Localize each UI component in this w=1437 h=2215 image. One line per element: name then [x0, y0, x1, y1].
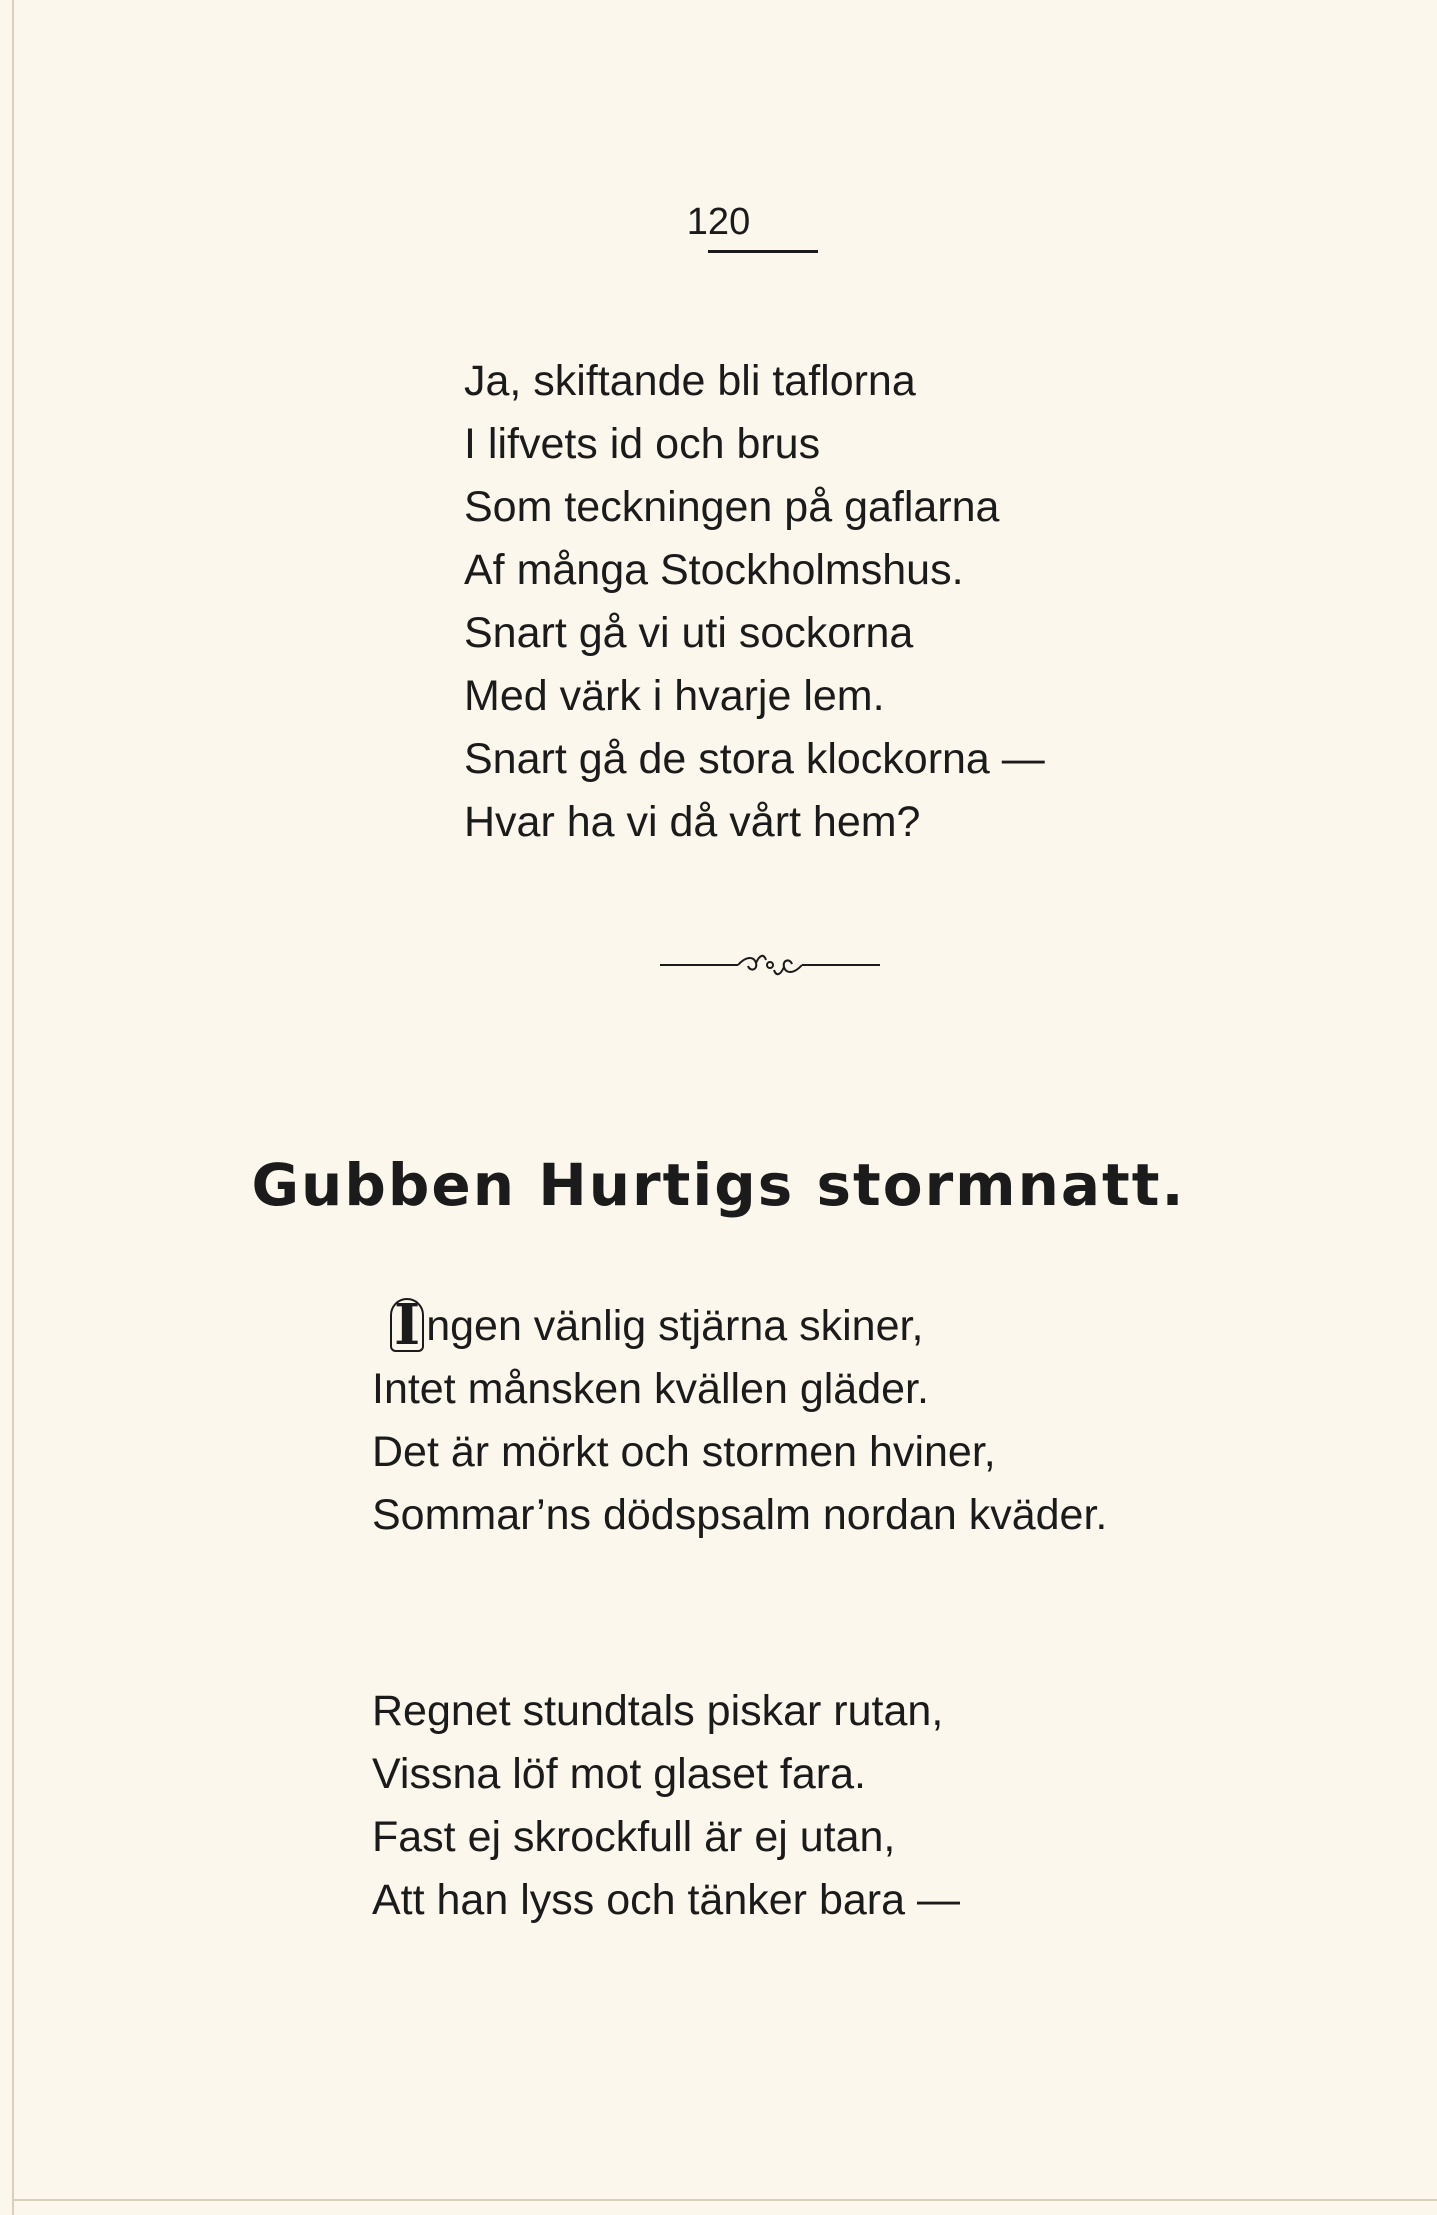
- verse-line: Det är mörkt och stormen hviner,: [372, 1428, 996, 1476]
- verse-line: Att han lyss och tänker bara —: [372, 1876, 960, 1924]
- stanza-2: [372, 1292, 1108, 1547]
- stanza-1: [464, 350, 1045, 854]
- verse-line: Sommar’ns dödspsalm nordan kväder.: [372, 1491, 1108, 1539]
- stanza-3: [372, 1680, 960, 1932]
- verse-line: Snart gå vi uti sockorna: [464, 609, 914, 657]
- verse-line: Hvar ha vi då vårt hem?: [464, 798, 921, 846]
- page-edge-bottom: [12, 2199, 1437, 2201]
- verse-line: I lifvets id och brus: [464, 420, 821, 468]
- verse-line: Regnet stundtals piskar rutan,: [372, 1687, 944, 1735]
- verse-line: Snart gå de stora klockorna —: [464, 735, 1045, 783]
- verse-line: Vissna löf mot glaset fara.: [372, 1750, 866, 1798]
- poem-title: Gubben Hurtigs stormnatt.: [251, 1151, 1186, 1219]
- verse-line-first: [372, 1292, 1107, 1358]
- verse-line: Fast ej skrockfull är ej utan,: [372, 1813, 896, 1861]
- first-line-text: ngen vänlig stjärna skiner,: [426, 1302, 924, 1350]
- verse-line: Intet månsken kvällen gläder.: [372, 1365, 929, 1413]
- page-edge-left: [12, 0, 14, 2215]
- verse-line: Med värk i hvarje lem.: [464, 672, 885, 720]
- page-number-rule: [708, 250, 818, 253]
- verse-line: Som teckningen på gaflarna: [464, 483, 1000, 531]
- verse-line: Ja, skiftande bli taflorna: [464, 357, 916, 405]
- drop-cap: I: [390, 1298, 424, 1352]
- fleuron-divider-icon: [660, 950, 880, 980]
- verse-line: Af många Stockholmshus.: [464, 546, 964, 594]
- page-number: 120: [686, 201, 751, 243]
